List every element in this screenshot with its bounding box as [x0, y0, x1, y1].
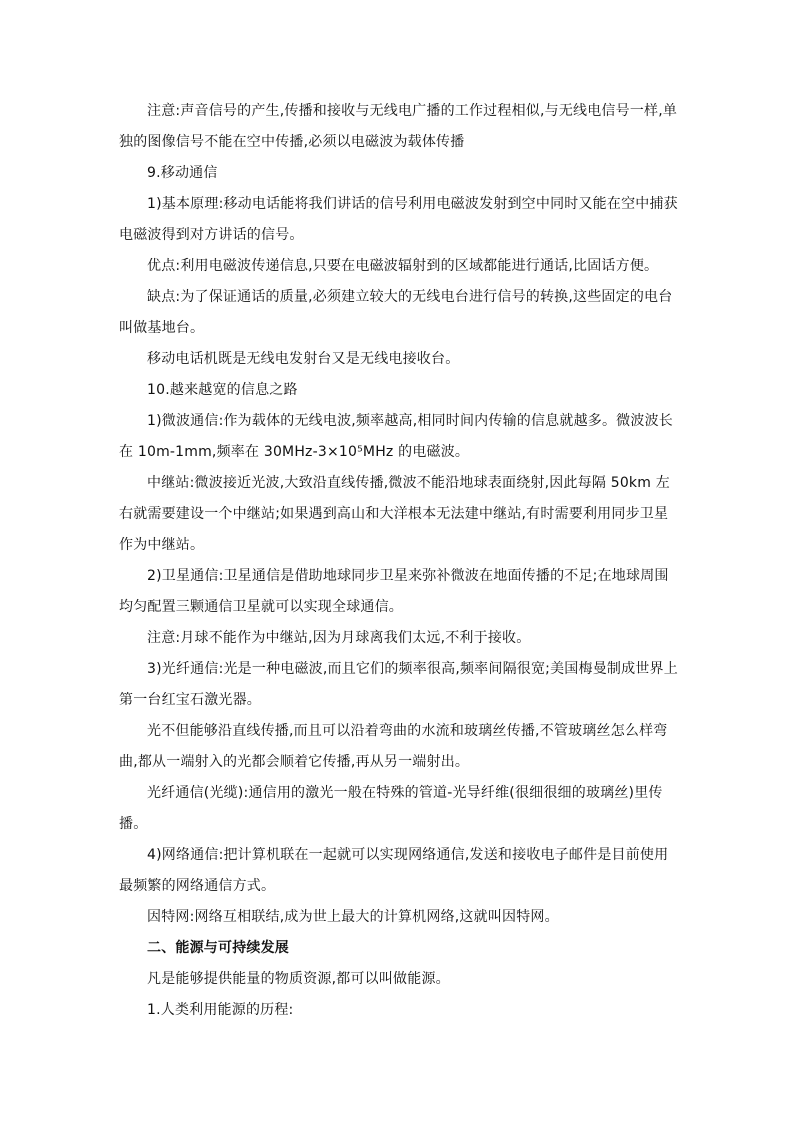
paragraph-optical-cable: 光纤通信(光缆):通信用的激光一般在特殊的管道-光导纤维(很细很细的玻璃丝)里传播。 [119, 785, 663, 832]
paragraph-advantages: 优点:利用电磁波传递信息,只要在电磁波辐射到的区域都能进行通话,比固话方便。 [147, 258, 659, 274]
paragraph-energy-history-heading: 1.人类利用能源的历程: [147, 1002, 294, 1018]
paragraph-mobile-phone-role: 移动电话机既是无线电发射台又是无线电接收台。 [147, 351, 460, 367]
paragraph-optical-fiber-communication: 3)光纤通信:光是一种电磁波,而且它们的频率很高,频率间隔很宽;美国梅曼制成世界上第一台红宝石激光器。 [119, 661, 678, 708]
paragraph-energy-definition: 凡是能够提供能量的物质资源,都可以叫做能源。 [147, 971, 450, 987]
section-heading-mobile-communication: 9.移动通信 [147, 165, 218, 181]
paragraph-microwave-communication: 1)微波通信:作为载体的无线电波,频率越高,相同时间内传输的信息就越多。微波波长在 10m-1mm,频率在 30MHz-3×10⁵MHz 的电磁波。 [119, 413, 673, 460]
paragraph-network-communication: 4)网络通信:把计算机联在一起就可以实现网络通信,发送和接收电子邮件是目前使用最频繁的网络通信方式。 [119, 847, 669, 894]
paragraph-light-propagation: 光不但能够沿直线传播,而且可以沿着弯曲的水流和玻璃丝传播,不管玻璃丝怎么样弯曲,都从一端射入的光都会顺着它传播,再从另一端射出。 [119, 723, 668, 770]
section-heading-energy-sustainability: 二、能源与可持续发展 [147, 940, 289, 956]
paragraph-disadvantages: 缺点:为了保证通话的质量,必须建立较大的无线电台进行信号的转换,这些固定的电台叫做基地台。 [119, 289, 673, 336]
paragraph-internet: 因特网:网络互相联结,成为世上最大的计算机网络,这就叫因特网。 [147, 909, 559, 925]
section-heading-information-road: 10.越来越宽的信息之路 [147, 382, 298, 398]
paragraph-satellite-communication: 2)卫星通信:卫星通信是借助地球同步卫星来弥补微波在地面传播的不足;在地球周围均匀配置三颗通信卫星就可以实现全球通信。 [119, 568, 669, 615]
paragraph-relay-station: 中继站:微波接近光波,大致沿直线传播,微波不能沿地球表面绕射,因此每隔 50km 左右就需要建设一个中继站;如果遇到高山和大洋根本无法建中继站,有时需要利用同步卫星作为中继站。 [119, 475, 670, 553]
paragraph-basic-principle: 1)基本原理:移动电话能将我们讲话的信号利用电磁波发射到空中同时又能在空中捕获电磁波得到对方讲话的信号。 [119, 196, 678, 243]
document-page [119, 96, 679, 1026]
paragraph-note-image-signal: 注意:声音信号的产生,传播和接收与无线电广播的工作过程相似,与无线电信号一样,单独的图像信号不能在空中传播,必须以电磁波为载体传播 [119, 103, 678, 150]
paragraph-note-moon: 注意:月球不能作为中继站,因为月球离我们太远,不利于接收。 [147, 630, 531, 646]
